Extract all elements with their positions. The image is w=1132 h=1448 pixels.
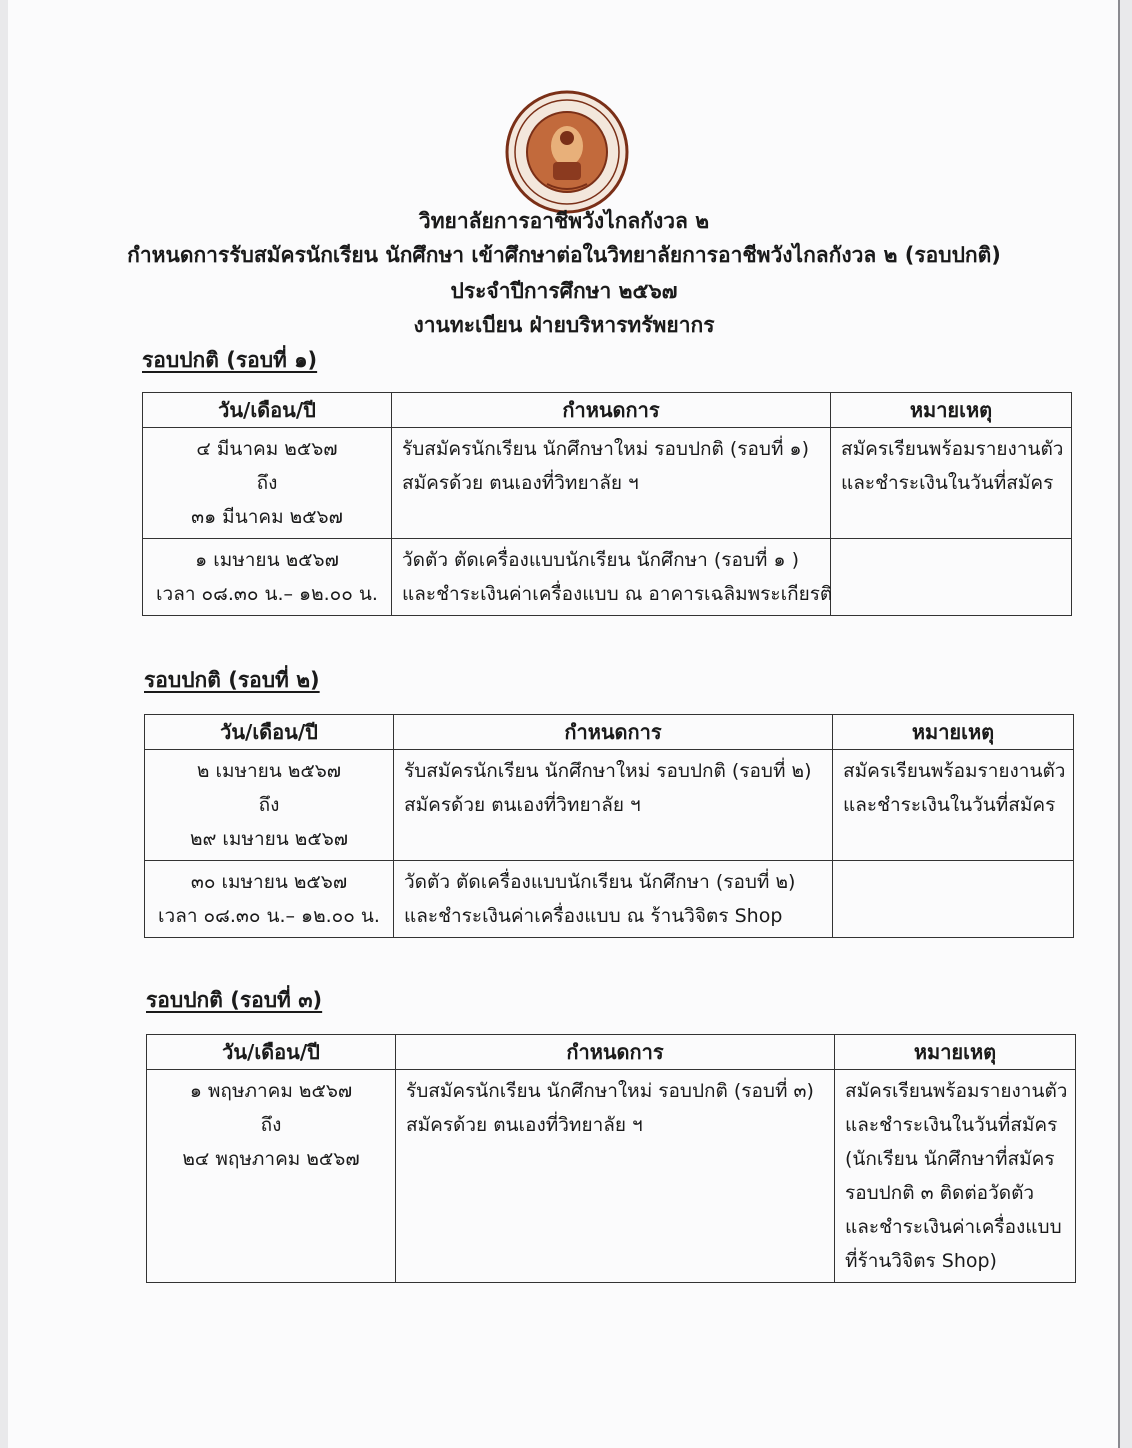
date-line: ๓๐ เมษายน ๒๕๖๗ [190,871,348,893]
col-task-header: กำหนดการ [392,393,831,428]
date-line: ถึง [258,794,280,816]
college-seal-icon [503,88,631,216]
date-line: เวลา ๐๘.๓๐ น.– ๑๒.๐๐ น. [158,905,380,927]
task-line: รับสมัครนักเรียน นักศึกษาใหม่ รอบปกติ (รอบที่ ๓) [406,1080,814,1102]
task-line: วัดตัว ตัดเครื่องแบบนักเรียน นักศึกษา (รอบที่ ๒) [404,871,796,893]
note-cell [831,428,1072,539]
col-note-header: หมายเหตุ [833,715,1074,750]
note-line: และชำระเงินในวันที่สมัคร [843,794,1056,816]
note-line: (นักเรียน นักศึกษาที่สมัคร [845,1148,1055,1170]
date-cell [143,428,392,539]
note-cell [833,750,1074,861]
date-cell [143,539,392,616]
task-line: สมัครด้วย ตนเองที่วิทยาลัย ฯ [404,794,641,816]
date-line: ถึง [256,472,278,494]
note-line: สมัครเรียนพร้อมรายงานตัว [841,438,1064,460]
note-cell [833,861,1074,938]
note-line: และชำระเงินในวันที่สมัคร [845,1114,1058,1136]
task-line: รับสมัครนักเรียน นักศึกษาใหม่ รอบปกติ (รอบที่ ๒) [404,760,812,782]
note-line: ที่ร้านวิจิตร Shop) [845,1250,997,1272]
table-header-row [145,715,1074,750]
round-1-title: รอบปกติ (รอบที่ ๑) [142,348,318,372]
table-header-row [143,393,1072,428]
date-cell [145,750,394,861]
date-line: ๓๑ มีนาคม ๒๕๖๗ [191,506,343,528]
round-1-table [142,392,1072,616]
round-3-title: รอบปกติ (รอบที่ ๓) [146,988,323,1012]
date-cell [145,861,394,938]
date-line: ๒๔ พฤษภาคม ๒๕๖๗ [182,1148,360,1170]
table-header-row [147,1035,1076,1070]
date-line: เวลา ๐๘.๓๐ น.– ๑๒.๐๐ น. [156,583,378,605]
task-line: รับสมัครนักเรียน นักศึกษาใหม่ รอบปกติ (รอบที่ ๑) [402,438,810,460]
date-line: ถึง [260,1114,282,1136]
task-cell [392,428,831,539]
task-cell [392,539,831,616]
col-date-header: วัน/เดือน/ปี [143,393,392,428]
note-line: รอบปกติ ๓ ติดต่อวัดตัว [845,1182,1035,1204]
task-line: และชำระเงินค่าเครื่องแบบ ณ ร้านวิจิตร Shop [404,905,783,927]
date-line: ๑ พฤษภาคม ๒๕๖๗ [189,1080,353,1102]
note-line: และชำระเงินในวันที่สมัคร [841,472,1054,494]
note-line: สมัครเรียนพร้อมรายงานตัว [843,760,1066,782]
col-note-header: หมายเหตุ [831,393,1072,428]
note-line: สมัครเรียนพร้อมรายงานตัว [845,1080,1068,1102]
academic-year: ประจำปีการศึกษา ๒๕๖๗ [450,279,678,303]
col-date-header: วัน/เดือน/ปี [147,1035,396,1070]
task-line: สมัครด้วย ตนเองที่วิทยาลัย ฯ [406,1114,643,1136]
round-3-table [146,1034,1076,1283]
task-cell [396,1070,835,1283]
document-title: กำหนดการรับสมัครนักเรียน นักศึกษา เข้าศึกษาต่อในวิทยาลัยการอาชีพวังไกลกังวล ๒ (รอบปกติ) [127,243,1001,267]
note-cell [831,539,1072,616]
task-line: สมัครด้วย ตนเองที่วิทยาลัย ฯ [402,472,639,494]
table-row [143,428,1072,539]
document-page [8,0,1120,1448]
table-row [145,750,1074,861]
table-row [143,539,1072,616]
table-row [145,861,1074,938]
task-cell [394,861,833,938]
round-2-title: รอบปกติ (รอบที่ ๒) [144,668,320,692]
task-line: วัดตัว ตัดเครื่องแบบนักเรียน นักศึกษา (รอบที่ ๑ ) [402,549,800,571]
date-cell [147,1070,396,1283]
department: งานทะเบียน ฝ่ายบริหารทรัพยากร [413,313,715,337]
college-name: วิทยาลัยการอาชีพวังไกลกังวล ๒ [418,209,710,233]
task-cell [394,750,833,861]
col-date-header: วัน/เดือน/ปี [145,715,394,750]
task-line: และชำระเงินค่าเครื่องแบบ ณ อาคารเฉลิมพระเกียรติ [402,583,833,605]
round-2-table [144,714,1074,938]
col-task-header: กำหนดการ [396,1035,835,1070]
date-line: ๔ มีนาคม ๒๕๖๗ [196,438,338,460]
note-line: และชำระเงินค่าเครื่องแบบ [845,1216,1062,1238]
date-line: ๒ เมษายน ๒๕๖๗ [196,760,342,782]
date-line: ๒๙ เมษายน ๒๕๖๗ [189,828,349,850]
col-note-header: หมายเหตุ [835,1035,1076,1070]
table-row [147,1070,1076,1283]
col-task-header: กำหนดการ [394,715,833,750]
date-line: ๑ เมษายน ๒๕๖๗ [195,549,339,571]
note-cell [835,1070,1076,1283]
